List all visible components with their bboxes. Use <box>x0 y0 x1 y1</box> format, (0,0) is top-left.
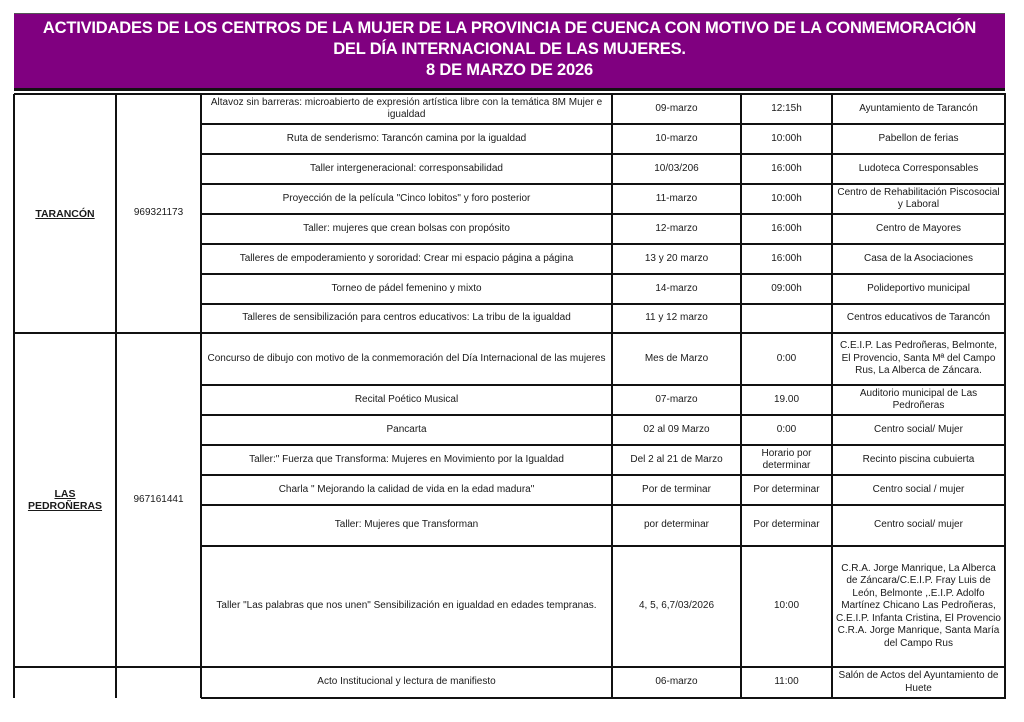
activity-cell <box>201 154 612 184</box>
column-divider <box>115 667 117 698</box>
place-cell <box>832 667 1005 698</box>
column-divider <box>740 333 742 667</box>
date-cell-text: 4, 5, 6,7/03/2026 <box>638 600 715 612</box>
time-cell-text: 10:00h <box>771 132 802 144</box>
column-divider <box>1004 667 1006 698</box>
row-divider <box>201 183 1005 185</box>
time-cell-text: 16:00h <box>771 222 802 234</box>
activity-cell-text: Taller "Las palabras que nos unen" Sensibilización en igualdad en edades tempranas. <box>216 600 597 612</box>
column-divider <box>200 667 202 698</box>
time-cell <box>741 333 832 385</box>
row-divider <box>201 213 1005 215</box>
place-cell-text: Centro de Rehabilitación Piscosocial y Laboral <box>837 186 1000 210</box>
row-divider <box>201 153 1005 155</box>
place-cell-text: Centro de Mayores <box>875 222 962 234</box>
time-cell <box>741 385 832 415</box>
row-divider <box>201 384 1005 386</box>
activity-cell <box>201 546 612 667</box>
column-divider <box>115 333 117 667</box>
time-cell <box>741 274 832 304</box>
date-cell-text: 11-marzo <box>655 192 698 204</box>
municipality-cell <box>14 333 116 667</box>
activity-cell <box>201 244 612 274</box>
place-cell <box>832 333 1005 385</box>
activity-cell-text: Proyección de la película "Cinco lobitos" y foro posterior <box>282 192 531 204</box>
phone-cell <box>116 667 201 698</box>
row-divider <box>14 93 1006 95</box>
activity-cell <box>201 475 612 505</box>
date-cell <box>612 385 741 415</box>
place-cell-text: Ayuntamiento de Tarancón <box>859 102 978 114</box>
title-line-3: 8 DE MARZO DE 2026 <box>426 61 593 79</box>
place-cell-text: Auditorio municipal de Las Pedroñeras <box>859 387 978 411</box>
time-cell <box>741 94 832 124</box>
time-cell-text: 16:00h <box>771 162 802 174</box>
column-divider <box>13 94 15 334</box>
row-divider <box>201 303 1005 305</box>
activity-cell-text: Talleres de sensibilización para centros educativos: La tribu de la igualdad <box>242 312 571 324</box>
activity-cell <box>201 214 612 244</box>
column-divider <box>200 333 202 667</box>
date-cell <box>612 415 741 445</box>
date-cell <box>612 124 741 154</box>
date-cell-text: 10-marzo <box>655 132 698 144</box>
column-divider <box>611 94 613 333</box>
column-divider <box>13 333 15 668</box>
date-cell <box>612 154 741 184</box>
row-divider <box>14 332 1006 334</box>
date-cell <box>612 244 741 274</box>
column-divider <box>115 94 117 333</box>
time-cell-text: Por determinar <box>753 519 820 531</box>
place-cell <box>832 184 1005 214</box>
date-cell-text: 02 al 09 Marzo <box>643 423 710 435</box>
time-cell-text: 16:00h <box>771 252 802 264</box>
time-cell <box>741 214 832 244</box>
date-cell <box>612 214 741 244</box>
place-cell-text: Ludoteca Corresponsables <box>858 162 979 174</box>
place-cell <box>832 505 1005 546</box>
place-cell-text: Casa de la Asociaciones <box>864 252 973 264</box>
date-cell-text: 12-marzo <box>655 222 698 234</box>
row-divider <box>201 697 1006 699</box>
activity-cell <box>201 94 612 124</box>
activity-cell <box>201 667 612 698</box>
place-cell <box>832 274 1005 304</box>
row-divider <box>201 414 1005 416</box>
activity-cell-text: Taller: Mujeres que Transforman <box>334 519 479 531</box>
title-line-2: DEL DÍA INTERNACIONAL DE LAS MUJERES. <box>333 40 686 58</box>
place-cell-text: Centro social/ Mujer <box>874 423 963 435</box>
date-cell-text: 10/03/206 <box>654 162 699 174</box>
place-cell-text: Recinto piscina cubuierta <box>862 453 975 465</box>
activity-cell-text: Pancarta <box>386 423 427 435</box>
column-divider <box>200 94 202 333</box>
date-cell <box>612 475 741 505</box>
date-cell <box>612 333 741 385</box>
time-cell <box>741 154 832 184</box>
time-cell <box>741 505 832 546</box>
activity-cell-text: Ruta de senderismo: Tarancón camina por la igualdad <box>286 132 527 144</box>
column-divider <box>831 667 833 698</box>
date-cell <box>612 184 741 214</box>
activity-cell-text: Altavoz sin barreras: microabierto de expresión artística libre con la temática 8M Mujer e igualdad <box>210 96 603 120</box>
column-divider <box>740 667 742 698</box>
date-cell-text: 13 y 20 marzo <box>644 252 709 264</box>
time-cell-text: 0:00 <box>776 423 797 435</box>
activity-cell <box>201 124 612 154</box>
place-cell <box>832 124 1005 154</box>
date-cell <box>612 274 741 304</box>
activity-cell <box>201 184 612 214</box>
place-cell <box>832 154 1005 184</box>
place-cell <box>832 385 1005 415</box>
time-cell-text: 19.00 <box>773 393 800 405</box>
time-cell <box>741 667 832 698</box>
column-divider <box>740 94 742 333</box>
place-cell-text: C.R.A. Jorge Manrique, La Alberca de Záncara/C.E.I.P. Fray Luis de León, Belmonte ,.E.I.P. Adolfo Martínez Chicano Las Pedroñeras, C.E.I.P. Infanta Cristina, El Provencio C.R.A. Jorge Manrique, Santa María del Campo Rus <box>836 562 1001 649</box>
place-cell <box>832 415 1005 445</box>
date-cell-text: por determinar <box>643 519 710 531</box>
municipality-cell <box>14 94 116 333</box>
activity-cell-text: Concurso de dibujo con motivo de la conmemoración del Día Internacional de las mujeres <box>207 352 606 364</box>
row-divider <box>201 504 1005 506</box>
time-cell <box>741 475 832 505</box>
activity-cell-text: Taller intergeneracional: corresponsabilidad <box>310 162 503 174</box>
row-divider <box>201 444 1005 446</box>
date-cell-text: 11 y 12 marzo <box>645 312 708 324</box>
date-cell-text: 09-marzo <box>655 102 698 114</box>
column-divider <box>611 333 613 667</box>
column-divider <box>1004 94 1006 333</box>
activity-cell-text: Recital Poético Musical <box>354 393 459 405</box>
municipality-cell <box>14 667 116 698</box>
place-cell <box>832 214 1005 244</box>
place-cell <box>832 304 1005 333</box>
time-cell-text: 12:15h <box>771 102 802 114</box>
activity-cell <box>201 445 612 475</box>
date-cell-text: 14-marzo <box>655 282 698 294</box>
time-cell-text: Horario por determinar <box>761 447 812 471</box>
activity-cell <box>201 415 612 445</box>
phone-cell <box>116 333 201 667</box>
date-cell-text: 07-marzo <box>655 393 698 405</box>
place-cell-text: C.E.I.P. Las Pedroñeras, Belmonte, El Provencio, Santa Mª del Campo Rus, La Alberca de Záncara. <box>839 340 998 377</box>
place-cell <box>832 244 1005 274</box>
row-divider <box>201 545 1005 547</box>
phone-cell-text: 969321173 <box>133 207 184 219</box>
municipality-cell-text: TARANCÓN <box>35 207 95 220</box>
place-cell-text: Centro social/ mujer <box>874 519 963 531</box>
phone-cell-text: 967161441 <box>133 493 184 505</box>
municipality-cell-text: LAS PEDROÑERAS <box>27 488 103 512</box>
activity-cell-text: Talleres de empoderamiento y sororidad: Crear mi espacio página a página <box>239 252 574 264</box>
date-cell <box>612 304 741 333</box>
column-divider <box>611 667 613 698</box>
row-divider <box>201 243 1005 245</box>
date-cell <box>612 546 741 667</box>
document-title-banner <box>14 13 1005 91</box>
place-cell <box>832 546 1005 667</box>
title-line-1: ACTIVIDADES DE LOS CENTROS DE LA MUJER DE LA PROVINCIA DE CUENCA CON MOTIVO DE LA CONMEMORACIÓN <box>42 19 977 37</box>
time-cell-text: Por determinar <box>753 483 820 495</box>
row-divider <box>14 666 1006 668</box>
activity-cell-text: Acto Institucional y lectura de manifiesto <box>317 676 496 688</box>
phone-cell <box>116 94 201 333</box>
time-cell-text: 10:00 <box>773 600 800 612</box>
time-cell <box>741 445 832 475</box>
time-cell-text: 0:00 <box>776 352 797 364</box>
time-cell <box>741 244 832 274</box>
time-cell <box>741 124 832 154</box>
place-cell-text: Centros educativos de Tarancón <box>846 312 991 324</box>
place-cell-text: Centro social / mujer <box>872 483 965 495</box>
date-cell-text: 06-marzo <box>655 676 698 688</box>
activity-cell-text: Taller:" Fuerza que Transforma: Mujeres en Movimiento por la Igualdad <box>249 453 564 465</box>
place-cell-text: Pabellon de ferias <box>878 132 959 144</box>
activity-cell-text: Taller: mujeres que crean bolsas con propósito <box>303 222 510 234</box>
place-cell-text: Salón de Actos del Ayuntamiento de Huete <box>838 670 999 694</box>
activity-cell-text: Charla " Mejorando la calidad de vida en la edad madura" <box>278 483 535 495</box>
time-cell <box>741 304 832 333</box>
time-cell <box>741 415 832 445</box>
date-cell <box>612 667 741 698</box>
row-divider <box>201 123 1005 125</box>
row-divider <box>201 474 1005 476</box>
activity-cell <box>201 505 612 546</box>
date-cell <box>612 505 741 546</box>
date-cell-text: Del 2 al 21 de Marzo <box>630 453 723 465</box>
place-cell-text: Polideportivo municipal <box>867 282 970 294</box>
time-cell-text: 09:00h <box>771 282 802 294</box>
activity-cell <box>201 385 612 415</box>
place-cell <box>832 445 1005 475</box>
column-divider <box>831 333 833 667</box>
activity-cell <box>201 304 612 333</box>
date-cell-text: Por de terminar <box>642 483 711 495</box>
column-divider <box>13 667 15 698</box>
place-cell <box>832 475 1005 505</box>
time-cell <box>741 184 832 214</box>
row-divider <box>201 273 1005 275</box>
date-cell <box>612 445 741 475</box>
column-divider <box>1004 333 1006 667</box>
place-cell <box>832 94 1005 124</box>
activity-cell <box>201 333 612 385</box>
time-cell-text: 10:00h <box>771 192 802 204</box>
date-cell-text: Mes de Marzo <box>644 352 709 364</box>
activity-cell-text: Torneo de pádel femenino y mixto <box>331 282 482 294</box>
column-divider <box>831 94 833 333</box>
activity-cell <box>201 274 612 304</box>
time-cell-text: 11:00 <box>774 676 799 688</box>
time-cell <box>741 546 832 667</box>
date-cell <box>612 94 741 124</box>
